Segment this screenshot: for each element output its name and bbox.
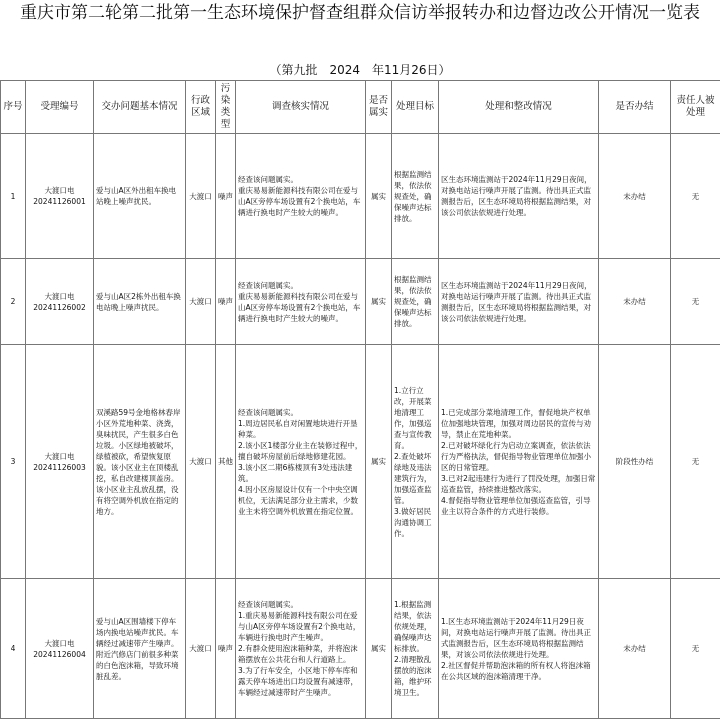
row-investigation: 经查该问题属实。 1.重庆易易新能源科技有限公司在爱与山A区旁停车场设置有2个换电站，车辆进行换电时产生噪声。 2.有群众使用泡沫箱种菜，并将泡沫箱摆放在公共花台和人行道路上。 3.为了行车安全，小区地下停车库和露天停车场进出口均设置有减速带，车辆经过减速带时产生噪声。 — [236, 579, 366, 719]
row-true: 属实 — [366, 579, 392, 719]
header-investigation: 调查核实情况 — [236, 81, 366, 134]
row-handling: 区生态环境监测站于2024年11月29日夜间，对换电站运行噪声开展了监测。待出具正式监测报告后，区生态环境局将根据监测结果，对该公司依法依规进行处理。 — [439, 134, 599, 259]
row-issue: 爱与山A区2栋外出租车换电站晚上噪声扰民。 — [94, 259, 186, 345]
row-punish: 无 — [671, 579, 720, 719]
header-goal: 处理目标 — [392, 81, 439, 134]
table-row — [1, 134, 720, 259]
row-district: 大渡口 — [186, 579, 216, 719]
row-no: 2 — [1, 259, 26, 345]
header-no: 序号 — [1, 81, 26, 134]
row-punish: 无 — [671, 134, 720, 259]
row-type: 噪声 — [216, 134, 236, 259]
row-done: 阶段性办结 — [599, 345, 671, 579]
row-issue: 爱与山A区外出租车换电站晚上噪声扰民。 — [94, 134, 186, 259]
header-id: 受理编号 — [26, 81, 94, 134]
page-title: 重庆市第二轮第二批第一生态环境保护督查组群众信访举报转办和边督边改公开情况一览表 — [0, 2, 720, 24]
row-true: 属实 — [366, 259, 392, 345]
row-district: 大渡口 — [186, 134, 216, 259]
header-district: 行政区域 — [186, 81, 216, 134]
row-type: 噪声 — [216, 259, 236, 345]
row-investigation: 经查该问题属实。 重庆易易新能源科技有限公司在爱与山A区旁停车场设置有2个换电站，车辆进行换电时产生较大的噪声。 — [236, 259, 366, 345]
row-id: 大渡口电 20241126003 — [26, 345, 94, 579]
row-done: 未办结 — [599, 259, 671, 345]
row-done: 未办结 — [599, 579, 671, 719]
table-row — [1, 345, 720, 579]
row-district: 大渡口 — [186, 345, 216, 579]
row-type: 噪声 — [216, 579, 236, 719]
complaint-table — [0, 80, 720, 719]
row-goal: 1.根据监测结果，依法依规处理，确保噪声达标排放。 2.清理散乱摆放的泡沫箱，维护环境卫生。 — [392, 579, 439, 719]
row-id: 大渡口电 20241126004 — [26, 579, 94, 719]
header-handling: 处理和整改情况 — [439, 81, 599, 134]
row-true: 属实 — [366, 134, 392, 259]
row-id: 大渡口电 20241126001 — [26, 134, 94, 259]
header-true: 是否属实 — [366, 81, 392, 134]
row-issue: 爱与山A区围墙楼下停车场内换电站噪声扰民。车辆经过减速带产生噪声。附近汽修店门前很多种菜的白色泡沫箱，导致环境脏乱差。 — [94, 579, 186, 719]
batch-date: （第九批 2024 年11月26日） — [0, 63, 720, 77]
row-done: 未办结 — [599, 134, 671, 259]
row-goal: 1.立行立改，开展菜地清理工作，加强巡查与宣传教育。 2.查处破坏绿地及违法建筑行为，加强巡查监管。 3.做好居民沟通协调工作。 — [392, 345, 439, 579]
table-header — [1, 81, 720, 134]
table-row — [1, 579, 720, 719]
row-no: 4 — [1, 579, 26, 719]
row-punish: 无 — [671, 259, 720, 345]
row-punish: 无 — [671, 345, 720, 579]
row-handling: 1.区生态环境监测站于2024年11月29日夜间，对换电站运行噪声开展了监测。待出具正式监测报告后，区生态环境局将根据监测结果，对该公司依法依规进行处理。 2.社区督促并帮助泡沫箱的所有权人将泡沫箱在公共区域的泡沫箱清理干净。 — [439, 579, 599, 719]
row-id: 大渡口电 20241126002 — [26, 259, 94, 345]
row-handling: 1.已完成部分菜地清理工作，督促地块产权单位加强地块管理，加强对周边居民的宣传与劝导，禁止在荒地种菜。 2.已对破坏绿化行为启动立案调查，依法依法行为严格执法，督促指导物业管理单位加强小区的日常管理。 3.已对2起违建行为进行了罚没处理，加强日常巡查监管，持续推进整改落实。 4.督促指导物业管理单位加强巡查监管，引导业主以符合条件的方式进行装修。 — [439, 345, 599, 579]
row-no: 1 — [1, 134, 26, 259]
row-issue: 双溪路59号金地格林春岸小区外荒地种菜、浇粪，臭味扰民，产生很多白色垃圾。小区绿地被破坏，绿植被砍，希望恢复原貌。该小区业主在顶楼乱挖，私自改建楼顶盖房。该小区业主乱放乱摆，没有将空调外机放在指定的地方。 — [94, 345, 186, 579]
row-district: 大渡口 — [186, 259, 216, 345]
header-issue: 交办问题基本情况 — [94, 81, 186, 134]
row-true: 属实 — [366, 345, 392, 579]
row-type: 其他 — [216, 345, 236, 579]
header-done: 是否办结 — [599, 81, 671, 134]
row-goal: 根据监测结果，依法依规查处，确保噪声达标排放。 — [392, 134, 439, 259]
row-goal: 根据监测结果，依法依规查处，确保噪声达标排放。 — [392, 259, 439, 345]
row-investigation: 经查该问题属实。 重庆易易新能源科技有限公司在爱与山A区旁停车场设置有2个换电站，车辆进行换电时产生较大的噪声。 — [236, 134, 366, 259]
row-investigation: 经查该问题属实。 1.周边居民私自对闲置地块进行开垦种菜。 2.该小区1楼部分业主在装修过程中，擅自破坏房屋前后绿地修建花园。 3.该小区二期6栋楼顶有3处违法建筑。 4.因小区房屋设计仅有一个中央空调机位，无法满足部分业主需求，少数业主未将空调外机放置在指定位置。 — [236, 345, 366, 579]
table-row — [1, 259, 720, 345]
header-type: 污染类型 — [216, 81, 236, 134]
header-punish: 责任人被处理 — [671, 81, 720, 134]
row-handling: 区生态环境监测站于2024年11月29日夜间，对换电站运行噪声开展了监测。待出具正式监测报告后，区生态环境局将根据监测结果，对该公司依法依规进行处理。 — [439, 259, 599, 345]
row-no: 3 — [1, 345, 26, 579]
